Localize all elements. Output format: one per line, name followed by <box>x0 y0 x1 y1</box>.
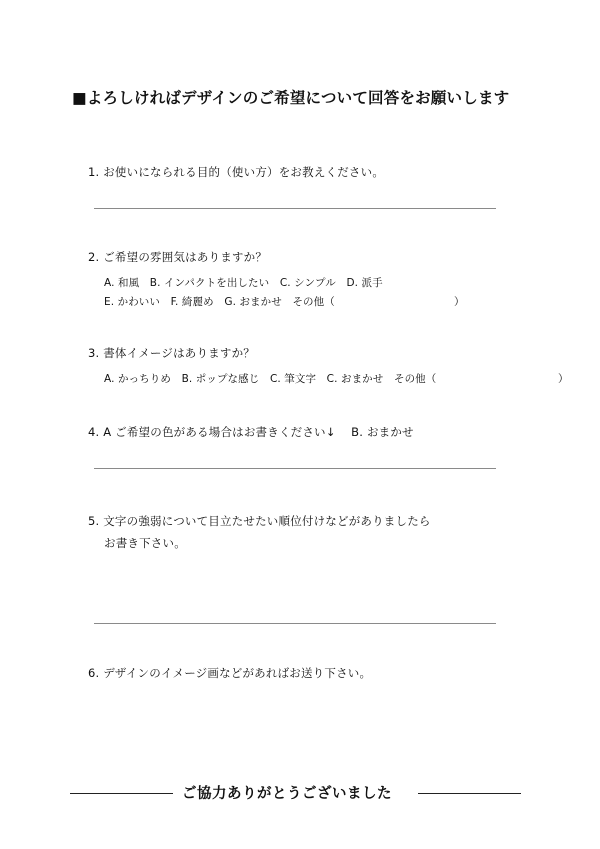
question-1: 1. お使いになられる目的（使い方）をお教えください。 <box>88 165 385 179</box>
question-3: 3. 書体イメージはありますか？ <box>88 346 255 360</box>
question-3-options-row-1: A. かっちりめ B. ポップな感じ C. 筆文字 C. おまかせ その他（ <box>104 373 437 385</box>
question-2-other-close: ） <box>454 296 465 308</box>
answer-line-5[interactable] <box>94 623 496 624</box>
answer-line-4[interactable] <box>94 468 496 469</box>
answer-line-1[interactable] <box>94 208 496 209</box>
question-4: 4. A ご希望の色がある場合はお書きください↓ B. おまかせ <box>88 425 414 439</box>
question-2: 2. ご希望の雰囲気はありますか？ <box>88 250 268 264</box>
footer-thanks: ご協力ありがとうございました <box>182 786 392 802</box>
footer-rule-right <box>418 793 521 794</box>
question-6: 6. デザインのイメージ画などがあればお送り下さい。 <box>88 666 372 680</box>
page-title: ■よろしければデザインのご希望について回答をお願いします <box>72 89 510 107</box>
question-5-line-1: 5. 文字の強弱について目立たせたい順位付けなどがありましたら <box>88 514 431 528</box>
question-5-line-2: お書き下さい。 <box>104 536 186 550</box>
question-3-other-close: ） <box>558 373 569 385</box>
footer-rule-left <box>70 793 173 794</box>
question-2-options-row-2: E. かわいい F. 綺麗め G. おまかせ その他（ <box>104 296 335 308</box>
question-2-options-row-1: A. 和風 B. インパクトを出したい C. シンプル D. 派手 <box>104 277 383 289</box>
